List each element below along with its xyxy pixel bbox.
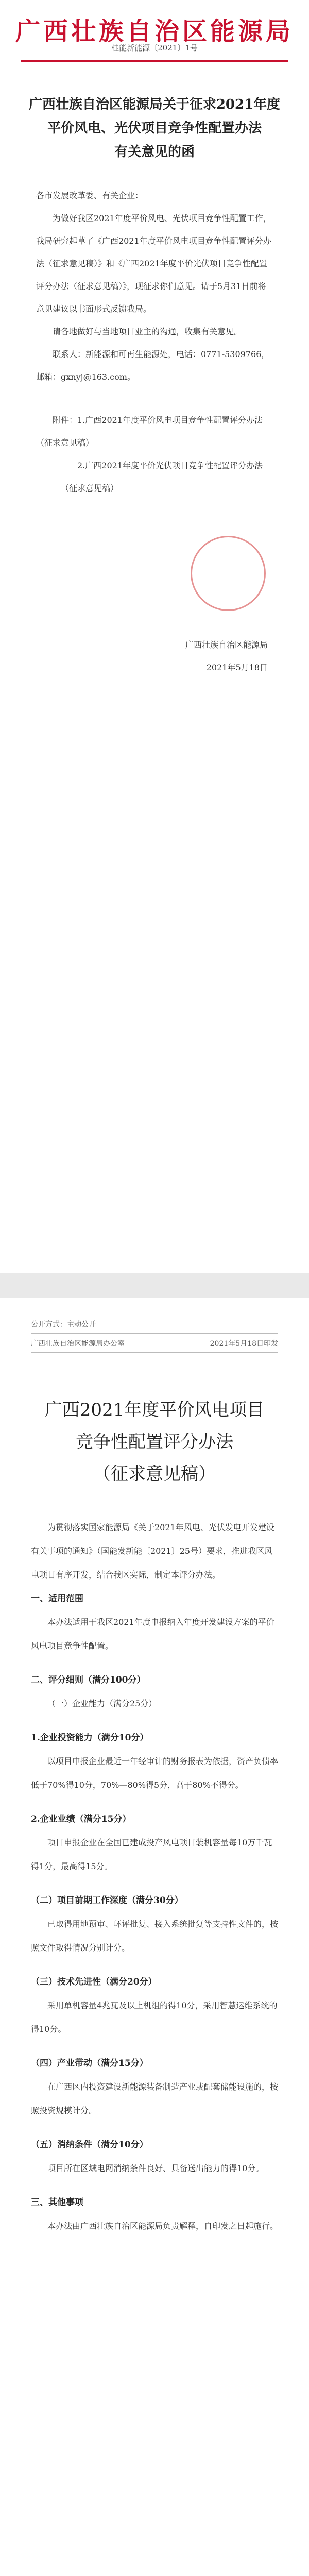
notice-paragraph: 为做好我区2021年度平价风电、光伏项目竞争性配置工作，我局研究起草了《广西2021年度平价风电项目竞争性配置评分办法（征求意见稿）》和《广西2021年度平价光伏项目竞争性配置评分办法（征求意见稿）》，现征求你们意见。请于5月31日前将意见建议以书面形式反馈我局。 [36,213,271,314]
appendix-page [0,1298,309,2576]
section-heading: （四）产业带动（满分15分） [31,2058,148,2069]
section-heading: 2.企业业绩（满分15分） [31,1814,131,1824]
official-seal-icon [191,536,266,611]
divider [31,1333,278,1334]
section-heading: 一、适用范围 [31,1594,83,1604]
section-heading: 1.企业投资能力（满分10分） [31,1733,149,1743]
section-text: 本办法由广西壮族自治区能源局负责解释，自印发之日起施行。 [47,2221,279,2231]
addressee: 各市发展改革委、有关企业： [36,191,144,200]
issuer: 广西壮族自治区能源局办公室 [31,1340,125,1348]
disclosure-label: 公开方式：主动公开 [31,1320,96,1329]
signature: 广西壮族自治区能源局 [185,640,268,650]
section-text: 采用单机容量4兆瓦及以上机组的得10分，采用智慧运维系统的得10分。 [31,2001,278,2034]
notice-paragraph: 请各地做好与当地项目业主的沟通，收集有关意见。 [53,327,243,336]
section-text: 以项目申报企业最近一年经审计的财务报表为依据，资产负债率低于70%得10分，70%—80%得5分，高于80%不得分。 [31,1756,279,1790]
notice-date: 2021年5月18日 [206,663,268,672]
appendix-intro: 为贯彻落实国家能源局《关于2021年风电、光伏发电开发建设有关事项的通知》（国能发新能〔2021〕25号）要求，推进我区风电项目有序开发，结合我区实际，制定本评分办法。 [31,1522,274,1580]
section-text: 在广西区内投资建设新能源装备制造产业或配套储能设施的，按照投资规模计分。 [31,2082,279,2115]
section-heading: （二）项目前期工作深度（满分30分） [31,1895,183,1906]
section-text: 项目申报企业在全国已建成投产风电项目装机容量每10万千瓦得1分，最高得15分。 [31,1838,272,1871]
page-separator [0,1273,309,1298]
appendix-title: 广西2021年度平价风电项目 竞争性配置评分办法 （征求意见稿） [44,1400,265,1484]
header-divider [21,60,288,62]
notice-title: 广西壮族自治区能源局关于征求2021年度 平价风电、光伏项目竞争性配置办法 有关意见的函 [28,97,281,160]
document-header: 广西壮族自治区能源局 [15,17,294,46]
section-heading: （三）技术先进性（满分20分） [31,1977,157,1987]
notice-page [0,0,309,1273]
document-number: 桂能新能源〔2021〕1号 [111,43,198,53]
section-text: 本办法适用于我区2021年度申报纳入年度开发建设方案的平价风电项目竞争性配置。 [31,1617,274,1651]
section-text: 已取得用地预审、环评批复、接入系统批复等支持性文件的，按照文件取得情况分别计分。 [31,1919,279,1953]
section-text: （一）企业能力（满分25分） [47,1699,157,1708]
section-heading: 三、其他事项 [31,2197,83,2208]
attachment-line: 附件：1.广西2021年度平价风电项目竞争性配置评分办法（征求意见稿） [36,415,263,448]
attachment-line: 2.广西2021年度平价光伏项目竞争性配置评分办法（征求意见稿） [61,461,263,493]
section-heading: （五）消纳条件（满分10分） [31,2140,148,2150]
issuer-row [31,1338,278,1348]
issue-date: 2021年5月18日印发 [210,1340,278,1348]
divider [31,1352,278,1353]
notice-paragraph: 联系人：新能源和可再生能源处，电话：0771-5309766，邮箱：gxnyj@163.com。 [36,349,270,382]
section-heading: 二、评分细则（满分100分） [31,1675,146,1685]
section-text: 项目所在区域电网消纳条件良好、具备送出能力的得10分。 [47,2163,264,2173]
